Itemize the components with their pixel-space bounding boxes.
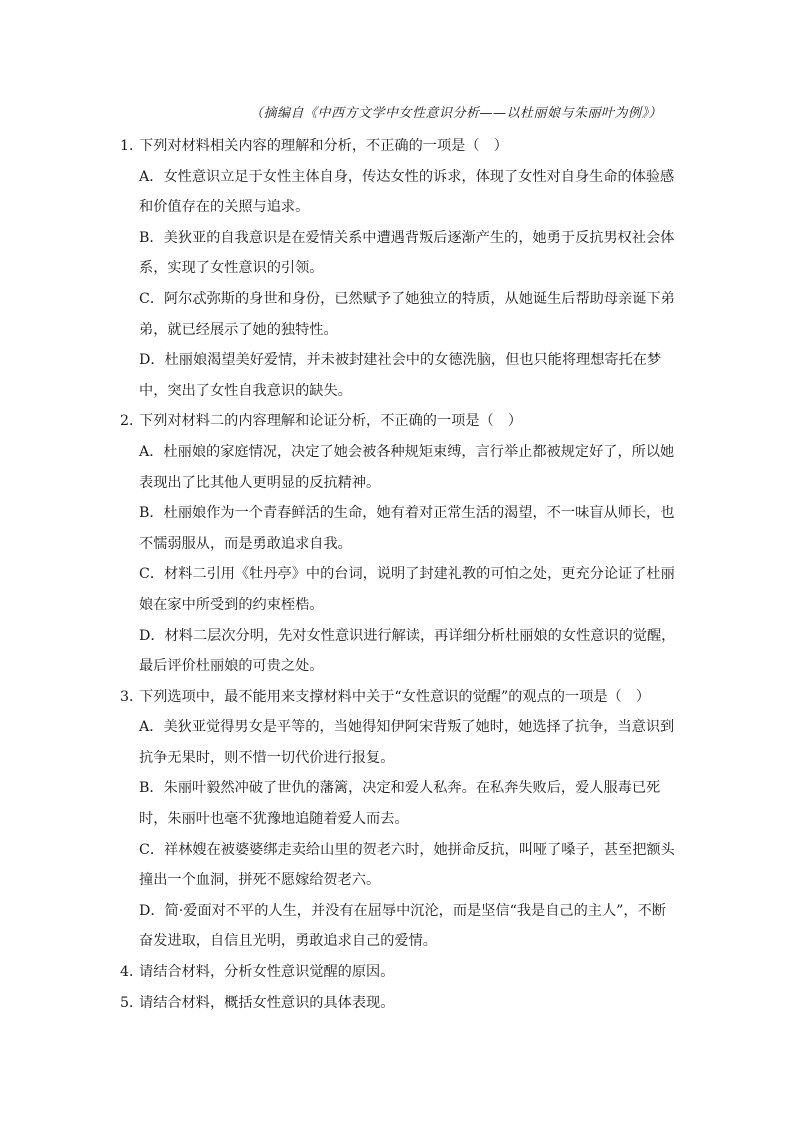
option-text: 杜丽娘的家庭情况，决定了她会被各种规矩束缚，言行举止都被规定好了，所以她表现出了比其他人更明显的反抗精神。	[139, 443, 675, 491]
option-b	[120, 498, 680, 559]
option-text: 朱丽叶毅然冲破了世仇的藩篱，决定和爱人私奔。在私奔失败后，爱人服毒已死时，朱丽叶也毫不犹豫地追随着爱人而去。	[139, 780, 661, 828]
option-text: 祥林嫂在被婆婆绑走卖给山里的贺老六时，她拼命反抗，叫哑了嗓子，甚至把额头撞出一个血洞，拼死不愿嫁给贺老六。	[139, 841, 675, 889]
option-key: B．	[139, 229, 164, 246]
question-stem	[120, 406, 680, 437]
option-key: A．	[139, 443, 164, 460]
question-text: 请结合材料，分析女性意识觉醒的原因。	[139, 964, 395, 981]
question-text: 请结合材料，概括女性意识的具体表现。	[139, 994, 395, 1011]
option-text: 美狄亚觉得男女是平等的，当她得知伊阿宋背叛了她时，她选择了抗争，当意识到抗争无果时，则不惜一切代价进行报复。	[139, 719, 675, 766]
option-key: C．	[139, 566, 165, 583]
question-number: 3．	[120, 688, 144, 705]
option-d	[120, 896, 680, 957]
option-key: D．	[139, 627, 165, 644]
question-list	[120, 131, 680, 1018]
question-number: 1．	[120, 138, 144, 154]
option-d	[120, 621, 680, 682]
option-key: B．	[139, 505, 164, 522]
option-a	[120, 712, 680, 773]
option-key: A．	[139, 719, 164, 736]
source-citation: （摘编自《中西方文学中女性意识分析——以杜丽娘与朱丽叶为例》）	[250, 106, 663, 121]
option-key: A．	[139, 168, 164, 185]
question-number: 4．	[120, 964, 144, 981]
question-5	[120, 988, 680, 1019]
option-b	[120, 773, 680, 834]
option-c	[120, 835, 680, 896]
option-key: B．	[139, 780, 164, 797]
option-key: C．	[139, 290, 165, 307]
question-text: 下列对材料二的内容理解和论证分析，不正确的一项是（ ）	[139, 413, 523, 430]
option-text: 杜丽娘作为一个青春鲜活的生命，她有着对正常生活的渴望，不一味盲从师长，也不懦弱服从，而是勇敢追求自我。	[139, 505, 675, 552]
question-text: 下列选项中，最不能用来支撑材料中关于“女性意识的觉醒”的观点的一项是（ ）	[139, 688, 651, 705]
option-text: 简·爱面对不平的人生，并没有在屈辱中沉沦，而是坚信“我是自己的主人”，不断奋发进取，自信且光明，勇敢追求自己的爱情。	[139, 902, 666, 950]
question-stem	[120, 682, 680, 713]
question-stem	[120, 988, 680, 1019]
option-key: C．	[139, 841, 165, 858]
question-number: 2．	[120, 413, 144, 430]
option-d	[120, 345, 680, 406]
option-text: 阿尔忒弥斯的身世和身份，已然赋予了她独立的特质，从她诞生后帮助母亲诞下弟弟，就已经展示了她的独特性。	[139, 290, 675, 338]
option-c	[120, 559, 680, 620]
option-key: D．	[139, 902, 165, 919]
question-4	[120, 957, 680, 988]
option-a	[120, 437, 680, 498]
option-text: 美狄亚的自我意识是在爱情关系中遭遇背叛后逐渐产生的，她勇于反抗男权社会体系，实现了女性意识的引领。	[139, 229, 675, 277]
option-a	[120, 162, 680, 223]
option-c	[120, 284, 680, 345]
question-1	[120, 131, 680, 406]
option-b	[120, 223, 680, 284]
option-text: 材料二层次分明，先对女性意识进行解读，再详细分析杜丽娘的女性意识的觉醒，最后评价杜丽娘的可贵之处。	[139, 627, 676, 675]
option-text: 杜丽娘渴望美好爱情，并未被封建社会中的女德洗脑，但也只能将理想寄托在梦中，突出了女性自我意识的缺失。	[139, 352, 662, 399]
option-text: 女性意识立足于女性主体自身，传达女性的诉求，体现了女性对自身生命的体验感和价值存在的关照与追求。	[139, 168, 675, 216]
question-3	[120, 682, 680, 957]
option-text: 材料二引用《牡丹亭》中的台词，说明了封建礼教的可怕之处，更充分论证了杜丽娘在家中所受到的约束桎梏。	[139, 566, 675, 613]
question-2	[120, 406, 680, 681]
question-stem	[120, 131, 680, 162]
question-stem	[120, 957, 680, 988]
option-key: D．	[139, 352, 165, 369]
question-text: 下列对材料相关内容的理解和分析，不正确的一项是（ ）	[139, 138, 508, 154]
question-number: 5．	[120, 994, 144, 1011]
